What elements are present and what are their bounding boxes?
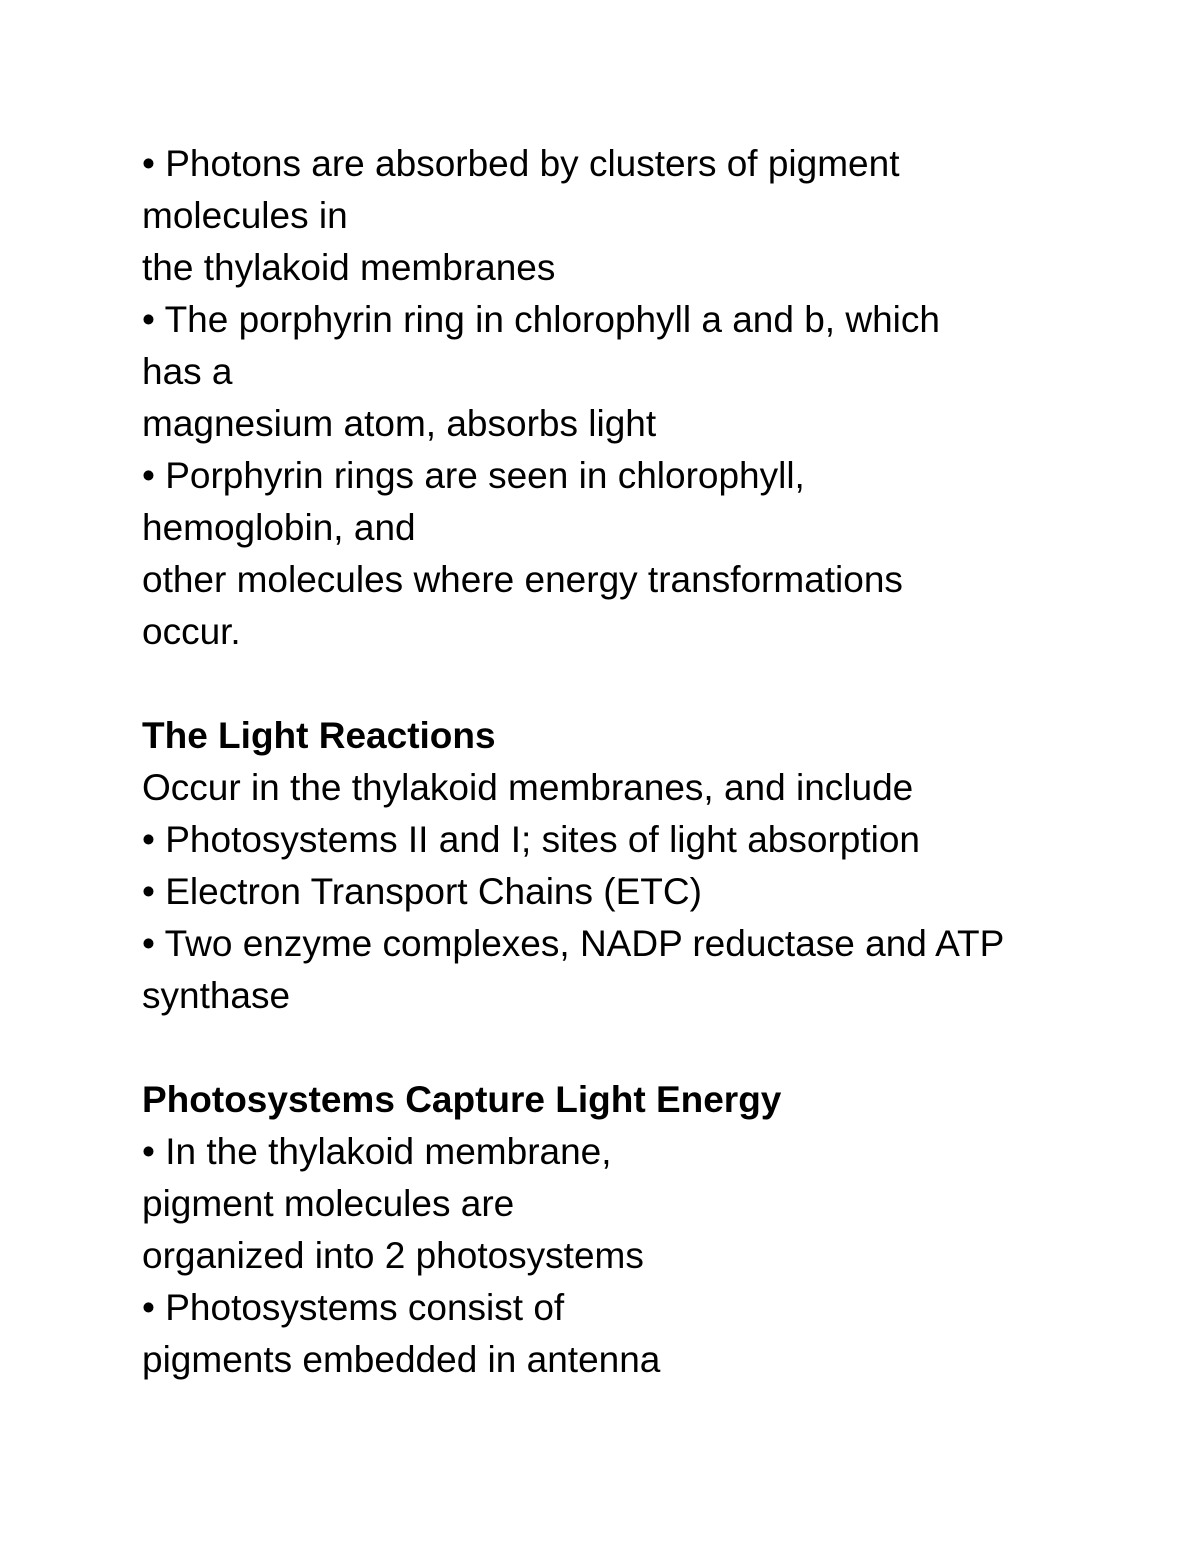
text-line: • The porphyrin ring in chlorophyll a and b, which <box>142 299 940 340</box>
text-line: hemoglobin, and <box>142 507 416 548</box>
text-line: synthase <box>142 975 291 1016</box>
text-line: organized into 2 photosystems <box>142 1235 644 1276</box>
paragraph-gap <box>142 1022 1142 1074</box>
paragraph-gap <box>142 658 1142 710</box>
text-line: magnesium atom, absorbs light <box>142 403 657 444</box>
text-line: occur. <box>142 611 241 652</box>
light-reactions-section <box>142 710 1142 1022</box>
text-line: • In the thylakoid membrane, <box>142 1131 612 1172</box>
text-line: molecules in <box>142 195 348 236</box>
text-line: • Electron Transport Chains (ETC) <box>142 871 702 912</box>
section-heading: Photosystems Capture Light Energy <box>142 1079 782 1120</box>
photosystems-section <box>142 1074 1142 1386</box>
text-line: Occur in the thylakoid membranes, and include <box>142 767 914 808</box>
document-body <box>142 138 1142 1386</box>
text-line: the thylakoid membranes <box>142 247 556 288</box>
text-line: • Two enzyme complexes, NADP reductase and ATP <box>142 923 1005 964</box>
text-line: • Photosystems II and I; sites of light absorption <box>142 819 921 860</box>
text-line: • Photosystems consist of <box>142 1287 565 1328</box>
intro-bullets <box>142 138 1142 658</box>
text-line: • Photons are absorbed by clusters of pigment <box>142 143 900 184</box>
text-line: pigment molecules are <box>142 1183 515 1224</box>
text-line: other molecules where energy transformations <box>142 559 903 600</box>
section-heading: The Light Reactions <box>142 715 496 756</box>
text-line: • Porphyrin rings are seen in chlorophyll, <box>142 455 805 496</box>
text-line: has a <box>142 351 233 392</box>
text-line: pigments embedded in antenna <box>142 1339 661 1380</box>
